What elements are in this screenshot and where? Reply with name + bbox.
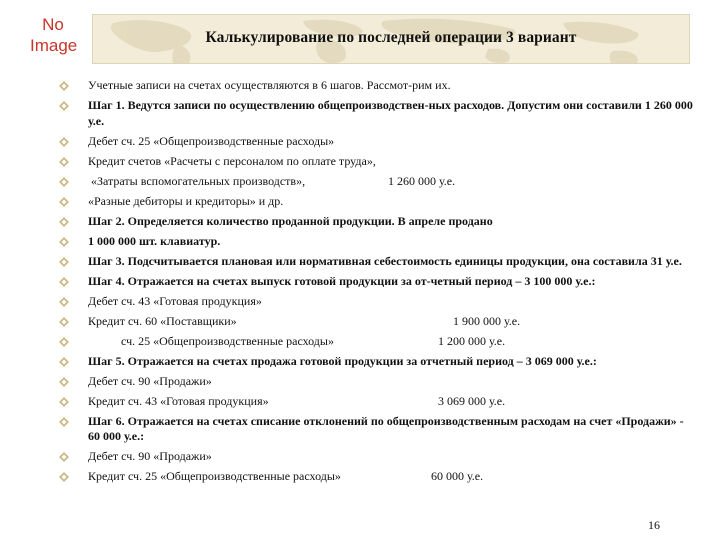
bullet-row bbox=[58, 314, 698, 330]
row-text: «Затраты вспомогательных производств», bbox=[88, 173, 306, 188]
bullet-row bbox=[58, 469, 698, 485]
bullet-row bbox=[58, 374, 698, 390]
diamond-bullet-icon bbox=[58, 194, 88, 208]
bullet-row bbox=[58, 449, 698, 465]
logo-line-2: Image bbox=[30, 36, 78, 55]
row-text: 1 000 000 шт. клавиатур. bbox=[88, 233, 221, 248]
diamond-bullet-icon bbox=[58, 154, 88, 168]
bullet-row bbox=[58, 234, 698, 250]
bullet-row bbox=[58, 394, 698, 410]
diamond-bullet-icon bbox=[58, 294, 88, 308]
row-text: Шаг 6. Отражается на счетах списание отклонений по общепроизводственным расходам на счет «Продажи» - 60 000 у.е.: bbox=[88, 413, 687, 443]
row-text: Кредит сч. 43 «Готовая продукция» bbox=[88, 393, 269, 408]
row-text: Дебет сч. 90 «Продажи» bbox=[88, 373, 212, 388]
row-amount: 1 900 000 у.е. bbox=[453, 313, 521, 328]
diamond-bullet-icon bbox=[58, 374, 88, 388]
bullet-row bbox=[58, 154, 698, 170]
row-text: Шаг 1. Ведутся записи по осуществлению общепроизводствен-ных расходов. Допустим они составили 1 260 000 у.е. bbox=[88, 98, 696, 128]
bullet-row bbox=[58, 414, 698, 445]
row-text: Кредит счетов «Расчеты с персоналом по оплате труда», bbox=[88, 153, 376, 168]
diamond-bullet-icon bbox=[58, 469, 88, 483]
diamond-bullet-icon bbox=[58, 394, 88, 408]
row-text: Шаг 2. Определяется количество проданной продукции. В апреле продано bbox=[88, 213, 493, 228]
bullet-row bbox=[58, 334, 698, 350]
row-text: Шаг 4. Отражается на счетах выпуск готовой продукции за от-четный период – 3 100 000 у.е.: bbox=[88, 273, 596, 288]
no-image-logo bbox=[30, 14, 76, 60]
row-text: сч. 25 «Общепроизводственные расходы» bbox=[88, 333, 334, 348]
diamond-bullet-icon bbox=[58, 334, 88, 348]
diamond-bullet-icon bbox=[58, 274, 88, 288]
slide-body bbox=[58, 78, 698, 489]
logo-line-1: No bbox=[42, 15, 64, 34]
row-text: Кредит сч. 60 «Поставщики» bbox=[88, 313, 237, 328]
bullet-row bbox=[58, 354, 698, 370]
bullet-row bbox=[58, 214, 698, 230]
row-text: Шаг 3. Подсчитывается плановая или нормативная себестоимость единицы продукции, она составила 31 у.е. bbox=[88, 253, 682, 268]
diamond-bullet-icon bbox=[58, 414, 88, 428]
row-text: Дебет сч. 43 «Готовая продукция» bbox=[88, 293, 262, 308]
row-amount: 1 200 000 у.е. bbox=[438, 333, 506, 348]
diamond-bullet-icon bbox=[58, 449, 88, 463]
slide-header bbox=[92, 14, 690, 64]
row-amount: 60 000 у.е. bbox=[431, 469, 484, 483]
diamond-bullet-icon bbox=[58, 78, 88, 92]
page-number: 16 bbox=[648, 518, 660, 532]
bullet-row bbox=[58, 134, 698, 150]
diamond-bullet-icon bbox=[58, 354, 88, 368]
bullet-row bbox=[58, 174, 698, 190]
row-amount: 1 260 000 у.е. bbox=[388, 173, 456, 188]
bullet-row bbox=[58, 294, 698, 310]
row-text: Учетные записи на счетах осуществляются в 6 шагов. Рассмот-рим их. bbox=[88, 78, 451, 92]
row-text: Дебет сч. 90 «Продажи» bbox=[88, 449, 212, 463]
bullet-row bbox=[58, 78, 698, 94]
bullet-row bbox=[58, 194, 698, 210]
diamond-bullet-icon bbox=[58, 98, 88, 112]
row-text: «Разные дебиторы и кредиторы» и др. bbox=[88, 193, 284, 208]
diamond-bullet-icon bbox=[58, 214, 88, 228]
diamond-bullet-icon bbox=[58, 314, 88, 328]
diamond-bullet-icon bbox=[58, 254, 88, 268]
bullet-row bbox=[58, 98, 698, 129]
row-text: Дебет сч. 25 «Общепроизводственные расходы» bbox=[88, 133, 335, 148]
row-text: Шаг 5. Отражается на счетах продажа готовой продукции за отчетный период – 3 069 000 у.е.: bbox=[88, 353, 597, 368]
diamond-bullet-icon bbox=[58, 174, 88, 188]
row-text: Кредит сч. 25 «Общепроизводственные расходы» bbox=[88, 469, 341, 483]
row-amount: 3 069 000 у.е. bbox=[438, 393, 506, 408]
slide-title: Калькулирование по последней операции 3 вариант bbox=[205, 29, 577, 46]
diamond-bullet-icon bbox=[58, 234, 88, 248]
bullet-row bbox=[58, 254, 698, 270]
diamond-bullet-icon bbox=[58, 134, 88, 148]
bullet-row bbox=[58, 274, 698, 290]
